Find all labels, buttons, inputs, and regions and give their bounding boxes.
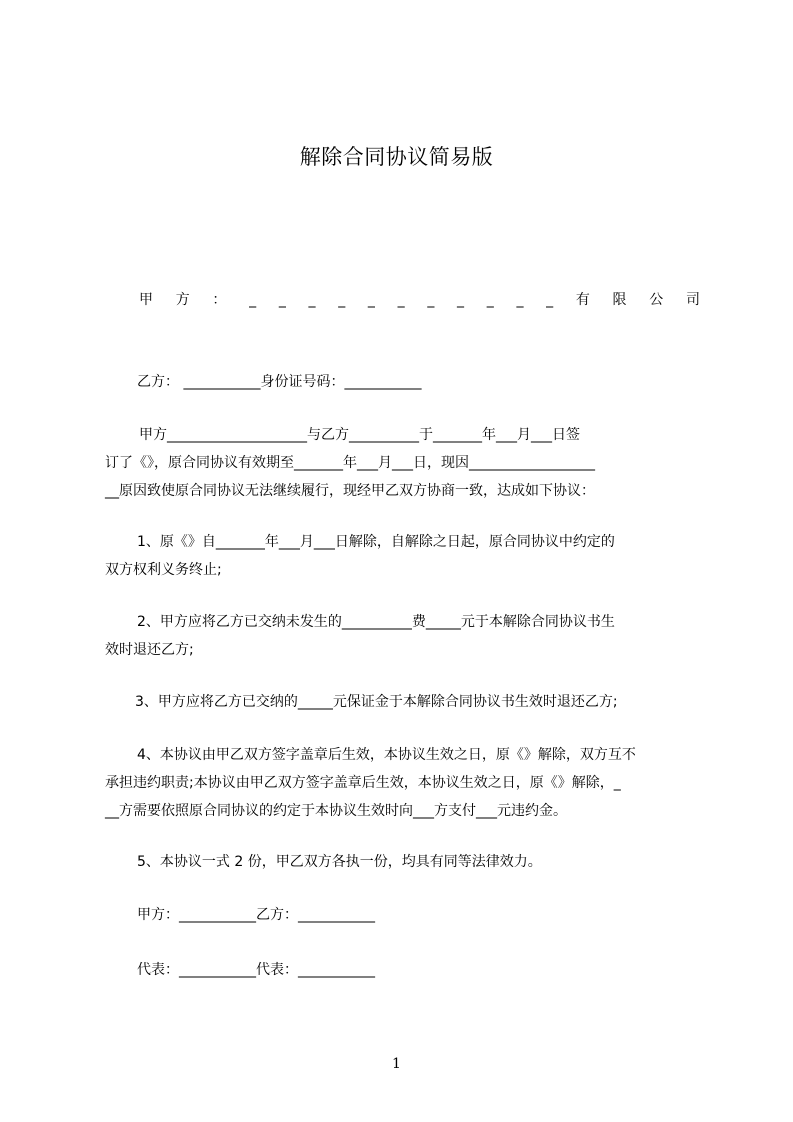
clause-4-line-2: 承担违约职责;本协议由甲乙双方签字盖章后生效，本协议生效之日，原《》解除，_ xyxy=(105,775,621,791)
clause-1-line-2: 双方权利义务终止; xyxy=(105,562,222,578)
clause-1-line-1: 1、原《》自_______年___月___日解除，自解除之日起，原合同协议中约定的 xyxy=(137,534,615,550)
party-a-char: _ xyxy=(367,292,375,308)
intro-line-1: 甲方____________________与乙方__________于_______年___月___日签 xyxy=(139,427,580,443)
party-a-char: _ xyxy=(308,292,316,308)
clause-4-line-3: __方需要依照原合同协议的约定于本协议生效时向___方支付___元违约金。 xyxy=(105,803,567,819)
intro-line-2: 订了《》，原合同协议有效期至_______年___月___日，现因__________________ xyxy=(105,455,595,471)
party-a-char: 方 xyxy=(175,292,190,308)
clause-5-line: 5、本协议一式 2 份，甲乙双方各执一份，均具有同等法律效力。 xyxy=(137,854,542,870)
party-a-char: _ xyxy=(278,292,286,308)
clause-2-line-1: 2、甲方应将乙方已交纳未发生的__________费_____元于本解除合同协议书生 xyxy=(137,614,615,630)
party-a-char: _ xyxy=(338,292,346,308)
document-title: 解除合同协议简易版 xyxy=(299,145,494,169)
party-a-char: _ xyxy=(427,292,435,308)
clause-2-line-2: 效时退还乙方; xyxy=(105,642,194,658)
party-a-char: 公 xyxy=(649,292,664,308)
intro-line-3: __原因致使原合同协议无法继续履行，现经甲乙双方协商一致，达成如下协议： xyxy=(105,483,595,499)
party-a-line xyxy=(139,290,700,310)
party-a-char: _ xyxy=(397,292,405,308)
party-a-char: _ xyxy=(516,292,524,308)
party-a-char: 司 xyxy=(685,292,700,308)
party-b-line: 乙方： ___________身份证号码：___________ xyxy=(137,374,422,390)
representative-line: 代表：___________代表：___________ xyxy=(137,962,375,978)
party-a-char: ： xyxy=(212,292,227,308)
party-a-char: _ xyxy=(546,292,554,308)
party-a-char: 限 xyxy=(612,292,627,308)
clause-3-line: 3、甲方应将乙方已交纳的_____元保证金于本解除合同协议书生效时退还乙方; xyxy=(135,694,618,710)
clause-4-line-1: 4、本协议由甲乙双方签字盖章后生效，本协议生效之日，原《》解除，双方互不 xyxy=(137,747,636,763)
signature-line: 甲方：___________乙方：___________ xyxy=(137,907,375,923)
page-number: 1 xyxy=(392,1056,401,1072)
party-a-char: _ xyxy=(486,292,494,308)
party-a-char: 有 xyxy=(575,292,590,308)
party-a-char: _ xyxy=(457,292,465,308)
party-a-char: _ xyxy=(249,292,257,308)
party-a-char: 甲 xyxy=(139,292,153,308)
